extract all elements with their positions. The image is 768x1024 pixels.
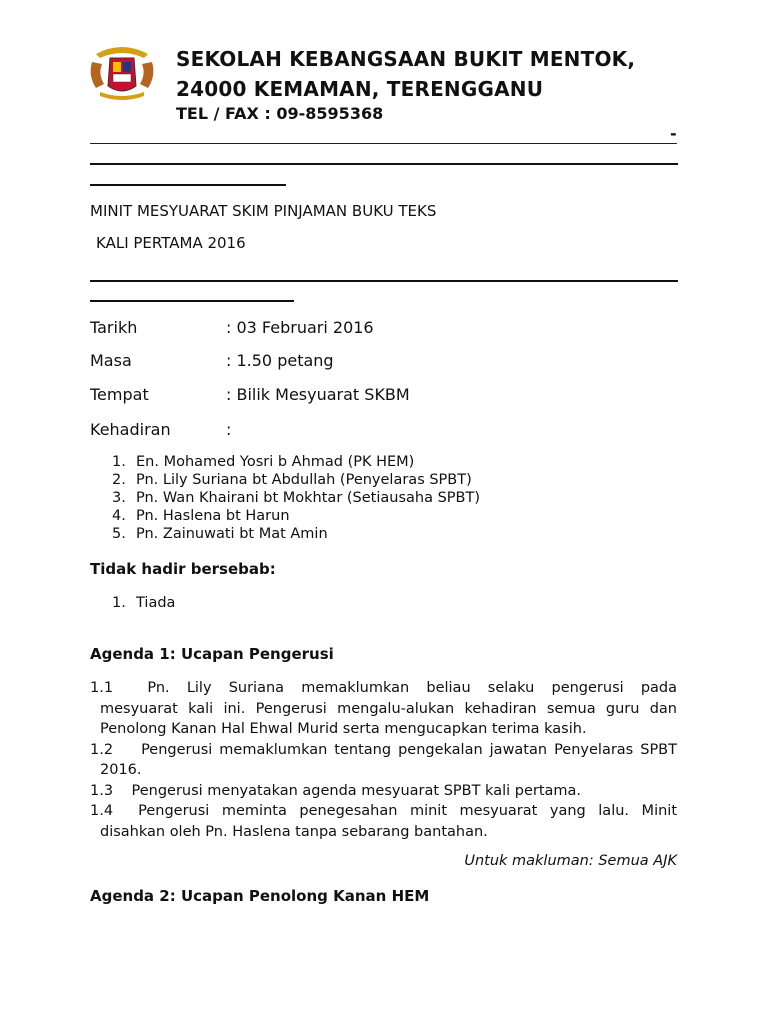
list-number: 3. [112, 490, 126, 506]
field-label: Masa [90, 351, 132, 370]
agenda-item [90, 801, 677, 842]
list-number: 2. [112, 472, 126, 488]
tel-fax: TEL / FAX : 09-8595368 [176, 104, 384, 123]
list-number: 5. [112, 526, 126, 542]
field-label: Tempat [90, 385, 149, 404]
header-dash: - [670, 124, 677, 143]
field-value: : 1.50 petang [226, 351, 334, 370]
agenda-item-first-line: 1.2 Pengerusi memaklumkan tentang pengekalan jawatan Penyelaras SPBT [90, 741, 677, 758]
agenda2-heading: Agenda 2: Ucapan Penolong Kanan HEM [90, 887, 430, 905]
agenda1-note: Untuk makluman: Semua AJK [464, 853, 677, 869]
header-rule-1 [90, 143, 677, 144]
title-rule-1 [90, 280, 678, 282]
attendee-name: En. Mohamed Yosri b Ahmad (PK HEM) [136, 454, 415, 470]
school-name [176, 44, 635, 104]
agenda-item [90, 678, 677, 740]
field-tempat [90, 385, 690, 407]
attendee-name: Pn. Haslena bt Harun [136, 508, 290, 524]
document-title-line2: KALI PERTAMA 2016 [96, 234, 246, 252]
list-number: 1. [112, 454, 126, 470]
agenda-item [90, 781, 677, 802]
list-number: 1. [112, 595, 126, 611]
agenda-item-first-line: 1.3 Pengerusi menyatakan agenda mesyuarat SPBT kali pertama. [90, 782, 582, 799]
field-value: : 03 Februari 2016 [226, 318, 374, 337]
list-item [90, 594, 175, 612]
absent-heading: Tidak hadir bersebab: [90, 560, 276, 578]
field-masa [90, 351, 690, 373]
agenda1-heading: Agenda 1: Ucapan Pengerusi [90, 645, 334, 663]
agenda-item [90, 740, 677, 781]
title-rule-2 [90, 300, 294, 302]
attendee-name: Pn. Lily Suriana bt Abdullah (Penyelaras SPBT) [136, 472, 472, 488]
field-value: : [226, 420, 232, 439]
field-tarikh [90, 318, 690, 340]
list-item [90, 471, 480, 489]
list-item [90, 525, 480, 543]
attendee-name: Pn. Zainuwati bt Mat Amin [136, 526, 328, 542]
list-item [90, 453, 480, 471]
school-name-line2: 24000 KEMAMAN, TERENGGANU [176, 77, 544, 101]
header-rule-3 [90, 184, 286, 186]
agenda-item-first-line: 1.1 Pn. Lily Suriana memaklumkan beliau selaku pengerusi pada [90, 680, 677, 696]
agenda-item-first-line: 1.4 Pengerusi meminta penegesahan minit mesyuarat yang lalu. Minit [90, 803, 677, 819]
list-number: 4. [112, 508, 126, 524]
absent-name: Tiada [136, 595, 176, 611]
school-name-line1: SEKOLAH KEBANGSAAN BUKIT MENTOK, [176, 47, 636, 71]
header-rule-2 [90, 163, 678, 165]
school-crest-icon [86, 44, 158, 102]
agenda-item-continuation: mesyuarat kali ini. Pengerusi mengalu-alukan kehadiran semua guru dan Penolong Kanan Hal Ehwal Murid serta mengucapkan terima kasih. [100, 700, 677, 737]
document-title-line1: MINIT MESYUARAT SKIM PINJAMAN BUKU TEKS [90, 202, 437, 220]
field-kehadiran [90, 420, 690, 442]
field-value: : Bilik Mesyuarat SKBM [226, 385, 410, 404]
attendance-list [90, 453, 480, 543]
agenda1-items [90, 678, 677, 842]
attendee-name: Pn. Wan Khairani bt Mokhtar (Setiausaha SPBT) [136, 490, 480, 506]
field-label: Tarikh [90, 318, 138, 337]
field-label: Kehadiran [90, 420, 171, 439]
list-item [90, 507, 480, 525]
list-item [90, 489, 480, 507]
agenda-item-continuation: disahkan oleh Pn. Haslena tanpa sebarang bantahan. [100, 823, 488, 840]
agenda-item-continuation: 2016. [100, 762, 142, 778]
absent-list [90, 594, 175, 612]
